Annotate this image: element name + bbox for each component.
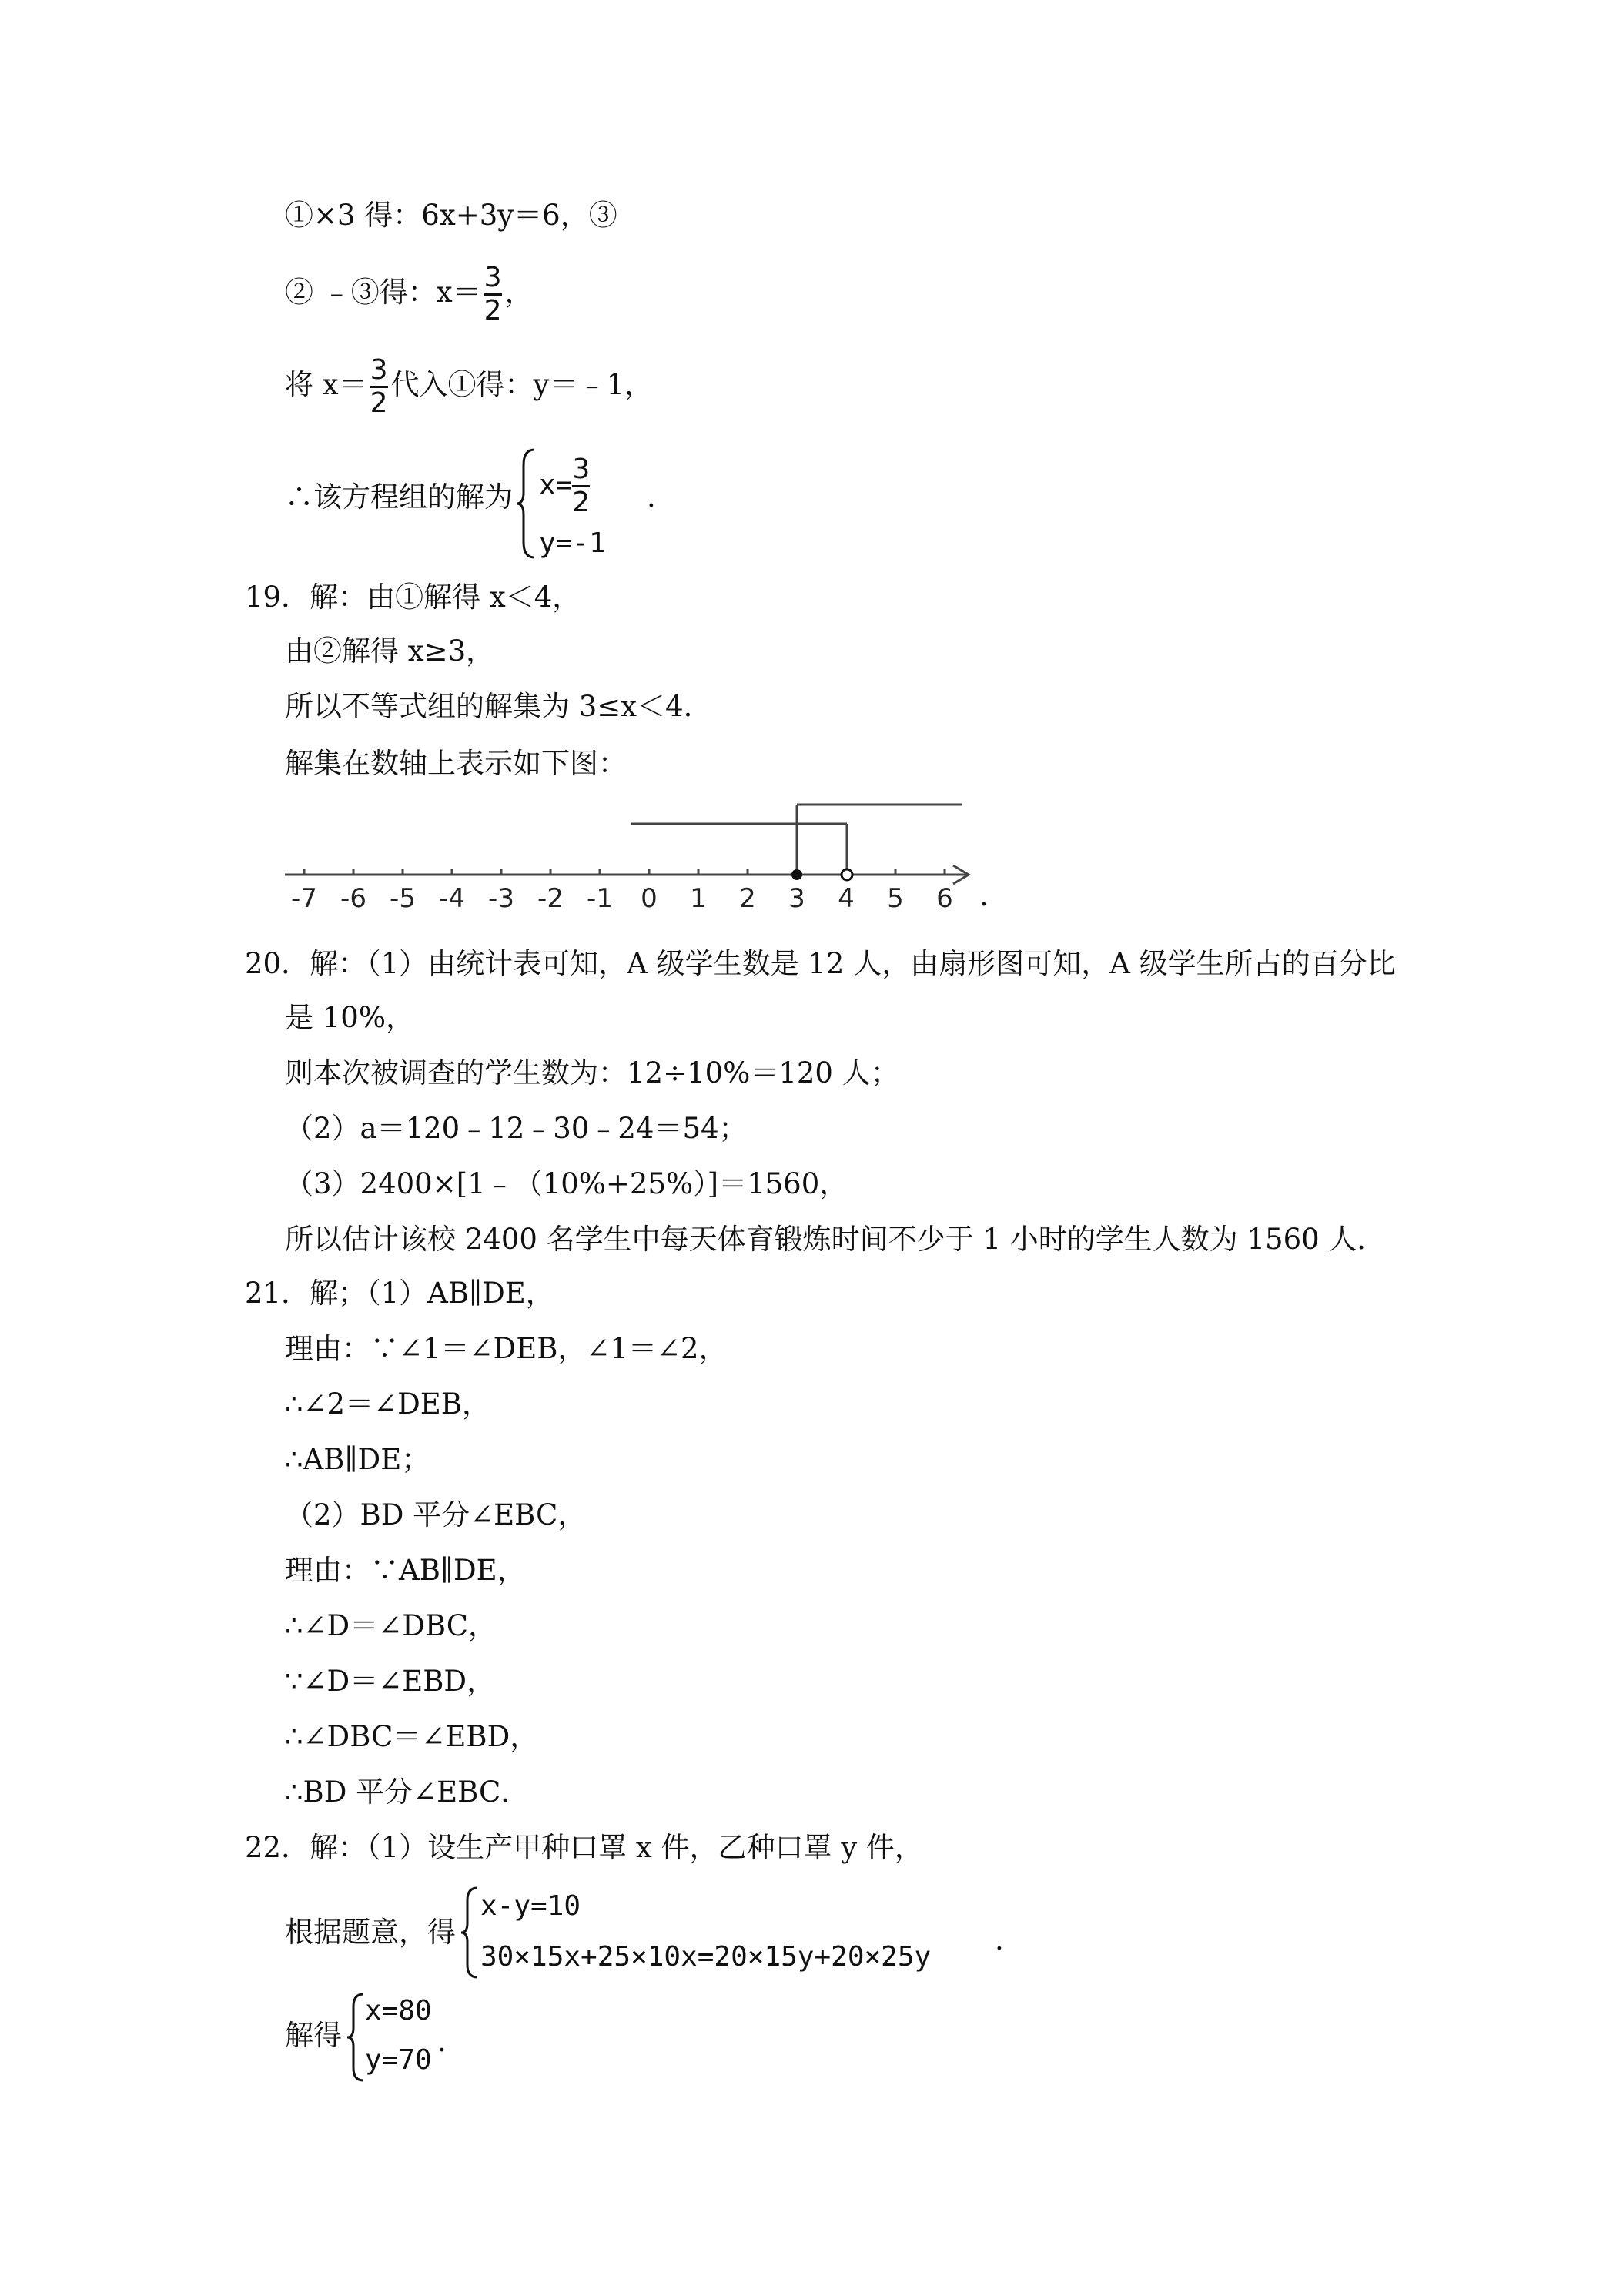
q21-line-5: （2）BD 平分∠EBC， [285,1498,587,1531]
fraction-three-halves [484,263,502,326]
step-subtract-line [285,254,534,331]
substitute-text-pre: 将 x＝ [285,368,367,401]
q21-line-3: ∴∠2＝∠DEB， [285,1387,490,1421]
system-x-label: x= [539,469,573,501]
q19-line-3: 所以不等式组的解集为 3≤x＜4． [285,690,712,723]
axis-tick-label: -3 [488,883,514,914]
q20-line-6: 所以估计该校 2400 名学生中每天体育锻炼时间不少于 1 小时的学生人数为 1560 人． [285,1223,1386,1256]
equation-1: x-y=10 [480,1890,581,1922]
q21-line-10: ∴BD 平分∠EBC． [285,1776,530,1809]
system-x-fraction [572,454,590,518]
q21-line-1: 21．解；（1）AB∥DE， [245,1277,554,1310]
axis-tick-label: -4 [439,883,465,914]
q21-line-8: ∵∠D＝∠EBD， [285,1665,496,1698]
q20-line-2: 是 10%， [285,1001,414,1034]
number-line-diagram [277,793,986,916]
q20-line-4: （2）a＝120﹣12﹣30﹣24＝54； [285,1112,748,1145]
answer-x: x=80 [365,1995,432,2027]
q21-line-4: ∴AB∥DE； [285,1443,430,1476]
q22-answer-text: 解得 [285,2019,342,2052]
fraction-denominator: 2 [572,487,591,518]
step-subtract-text: ② ﹣③得：x＝ [285,276,481,309]
axis-tick-label: -6 [340,883,366,914]
q20-line-3: 则本次被调查的学生数为：12÷10%＝120 人； [285,1056,899,1089]
axis-tick-label: 6 [936,883,953,914]
punct: . [979,879,989,912]
solution-conclusion-text: ∴该方程组的解为 [285,480,513,514]
step-substitute-line [285,346,653,423]
axis-tick-label: -1 [587,883,613,914]
punct: ， [504,276,534,309]
q19-line-2: 由②解得 x≥3， [285,634,495,668]
q21-line-7: ∴∠D＝∠DBC， [285,1609,497,1642]
axis-tick-label: 0 [641,883,658,914]
q21-line-2: 理由：∵∠1＝∠DEB，∠1＝∠2， [285,1332,728,1365]
axis-tick-label: -7 [291,883,317,914]
step-multiply-line: ①×3 得：6x+3y＝6，③ [285,199,617,232]
left-brace-icon [459,1885,480,1980]
punct: . [995,1923,1004,1956]
system-y-row: y=-1 [539,527,606,559]
axis-tick-label: 3 [788,883,805,914]
axis-tick-label: -5 [390,883,416,914]
axis-tick-label: 5 [887,883,904,914]
punct: . [437,2025,447,2058]
fraction-numerator: 3 [572,454,591,485]
q20-line-5: （3）2400×[1﹣（10%+25%）]＝1560， [285,1167,848,1200]
fraction-three-halves-2 [370,355,388,419]
q21-line-9: ∴∠DBC＝∠EBD， [285,1720,539,1753]
q19-line-4: 解集在数轴上表示如下图： [285,747,627,780]
q21-line-6: 理由：∵AB∥DE， [285,1554,526,1587]
axis-tick-label: 2 [739,883,756,914]
system-x-row [539,454,590,518]
q22-setup-text: 根据题意，得 [285,1916,456,1949]
q20-line-1: 20．解：（1）由统计表可知，A 级学生数是 12 人，由扇形图可知，A 级学生所占的百分比 [245,947,1396,980]
left-brace-icon [345,1991,366,2083]
axis-tick-label: -2 [537,883,564,914]
answer-y: y=70 [365,2044,432,2076]
fraction-denominator: 2 [484,295,502,326]
open-dot-at-4 [842,869,852,880]
axis-tick-label: 1 [690,883,707,914]
axis-tick-label: 4 [838,883,855,914]
fraction-numerator: 3 [484,262,502,293]
q19-line-1: 19．解：由①解得 x＜4， [245,581,581,614]
fraction-denominator: 2 [370,387,388,419]
punct: . [647,480,656,514]
q22-line-1: 22．解：（1）设生产甲种口罩 x 件，乙种口罩 y 件， [245,1831,923,1864]
fraction-numerator: 3 [370,354,388,386]
equation-2: 30×15x+25×10x=20×15y+20×25y [480,1941,932,1973]
left-brace-icon [514,447,537,561]
substitute-text-post: 代入①得：y＝﹣1， [390,368,653,401]
closed-dot-at-3 [791,869,802,880]
